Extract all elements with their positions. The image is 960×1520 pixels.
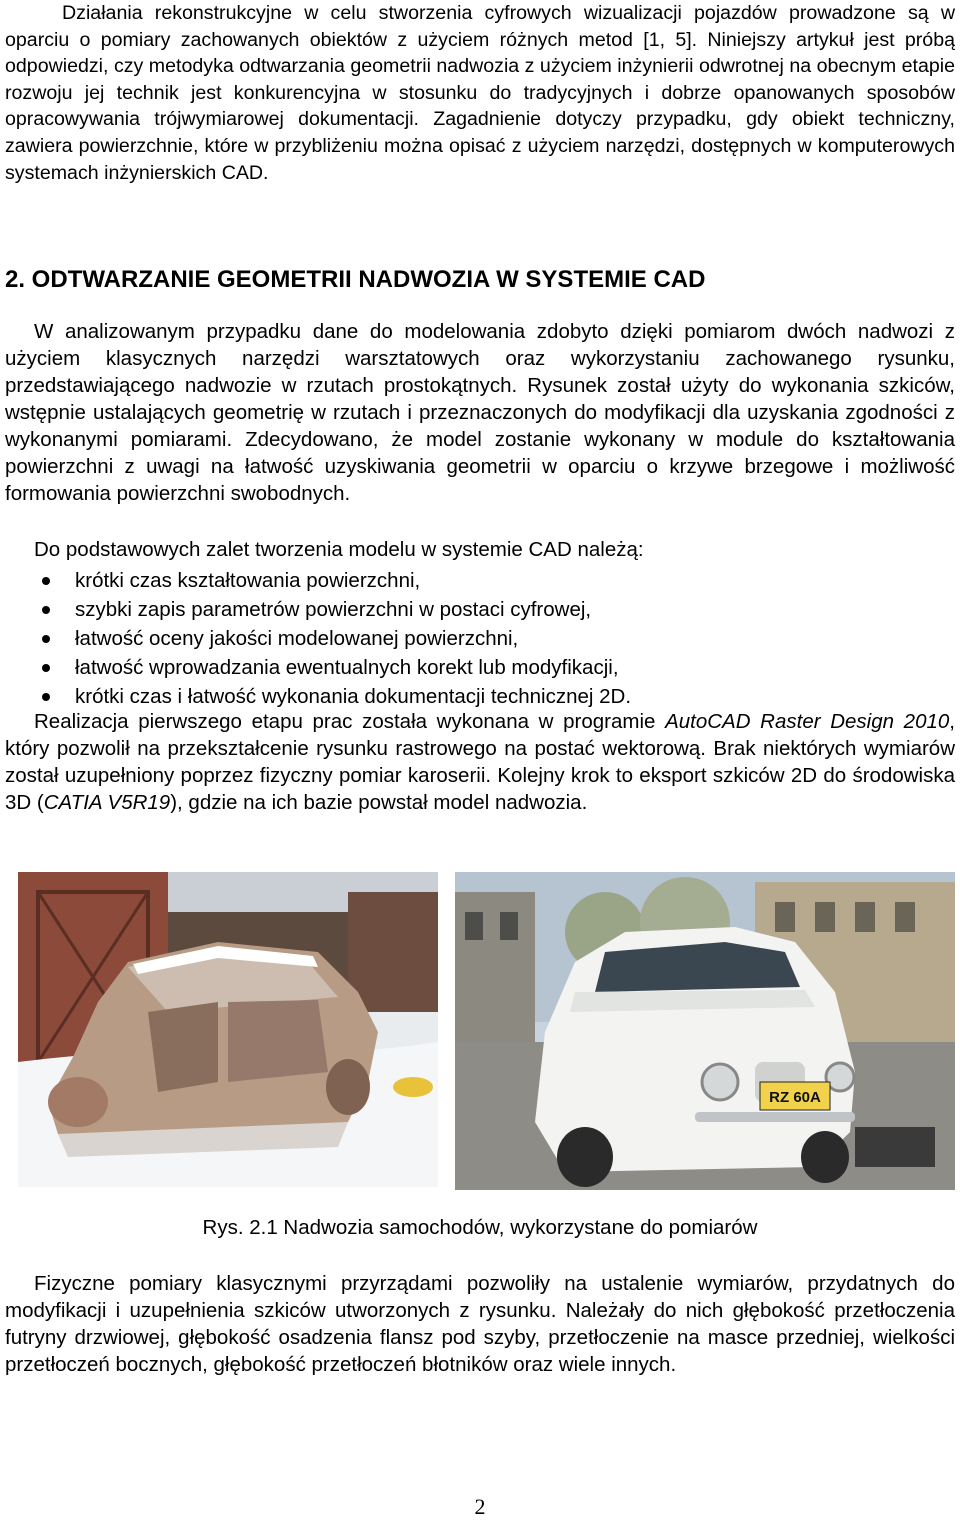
list-item: szybki zapis parametrów powierzchni w postaci cyfrowej, [5, 595, 955, 624]
realization-paragraph: Realizacja pierwszego etapu prac została wykonana w programie AutoCAD Raster Design 2010, który pozwolił na przekształcenie rysunku rastrowego na postać wektorową. Brak niektórych wymiarów został uzupełniony poprzez fizyczny pomiar karoserii. Kolejny krok to eksport szkiców 2D do środowiska 3D (CATIA V5R19), gdzie na ich bazie powstał model nadwozia. [5, 710, 955, 814]
section-heading: 2. ODTWARZANIE GEOMETRII NADWOZIA W SYSTEMIE CAD [5, 266, 706, 293]
photo-rusted-body [18, 872, 438, 1187]
list-item: łatwość wprowadzania ewentualnych korekt lub modyfikacji, [5, 653, 955, 682]
figure-caption: Rys. 2.1 Nadwozia samochodów, wykorzystane do pomiarów [202, 1216, 758, 1239]
measurements-paragraph: Fizyczne pomiary klasycznymi przyrządami pozwoliły na ustalenie wymiarów, przydatnych do modyfikacji i uzupełnienia szkiców utworzonych z rysunku. Należały do nich głębokość przetłoczenia futryny drzwiowej, głębokość osadzenia flansz pod szyby, przetłoczenie na masce przedniej, wielkości przetłoczeń bocznych, głębokość przetłoczeń błotników oraz wiele innych. [5, 1272, 955, 1376]
list-item: krótki czas i łatwość wykonania dokumentacji technicznej 2D. [5, 682, 955, 711]
photo-restored-car [455, 872, 955, 1190]
advantages-intro: Do podstawowych zalet tworzenia modelu w systemie CAD należą: [34, 538, 644, 561]
software-name: CATIA V5R19 [43, 791, 171, 814]
intro-paragraph: Działania rekonstrukcyjne w celu stworzenia cyfrowych wizualizacji pojazdów prowadzone są w oparciu o pomiary zachowanych obiektów z użyciem różnych metod [1, 5]. Niniejszy artykuł jest próbą odpowiedzi, czy metodyka odtwarzania geometrii nadwozia z użyciem inżynierii odwrotnej na obecnym etapie rozwoju jej technik jest konkurencyjna w stosunku do tradycyjnych i dobrze opanowanych sposobów opracowywania trójwymiarowej dokumentacji. Zagadnienie dotyczy przypadku, gdy obiekt techniczny, zawiera powierzchnie, które w przybliżeniu można opisać z użyciem narzędzi, dostępnych w komputerowych systemach inżynierskich CAD. [5, 2, 955, 184]
list-item: krótki czas kształtowania powierzchni, [5, 566, 955, 595]
page-number: 2 [474, 1494, 486, 1519]
figure [18, 872, 958, 1190]
license-plate-text: RZ 60A [769, 1089, 821, 1106]
advantages-list [5, 566, 955, 711]
analysis-paragraph: W analizowanym przypadku dane do modelowania zdobyto dzięki pomiarom dwóch nadwozi z użyciem klasycznych narzędzi warsztatowych oraz wykorzystaniu zachowanego rysunku, przedstawiającego nadwozie w rzutach prostokątnych. Rysunek został użyty do wykonania szkiców, wstępnie ustalających geometrię w rzutach i przeznaczonych do modyfikacji dla uzyskania zgodności z wykonanymi pomiarami. Zdecydowano, że model zostanie wykonany w module do kształtowania powierzchni z uwagi na łatwość uzyskiwania geometrii w oparciu o krzywe brzegowe i możliwość formowania powierzchni swobodnych. [5, 320, 955, 505]
software-name: AutoCAD Raster Design 2010 [665, 710, 950, 733]
list-item: łatwość oceny jakości modelowanej powierzchni, [5, 624, 955, 653]
